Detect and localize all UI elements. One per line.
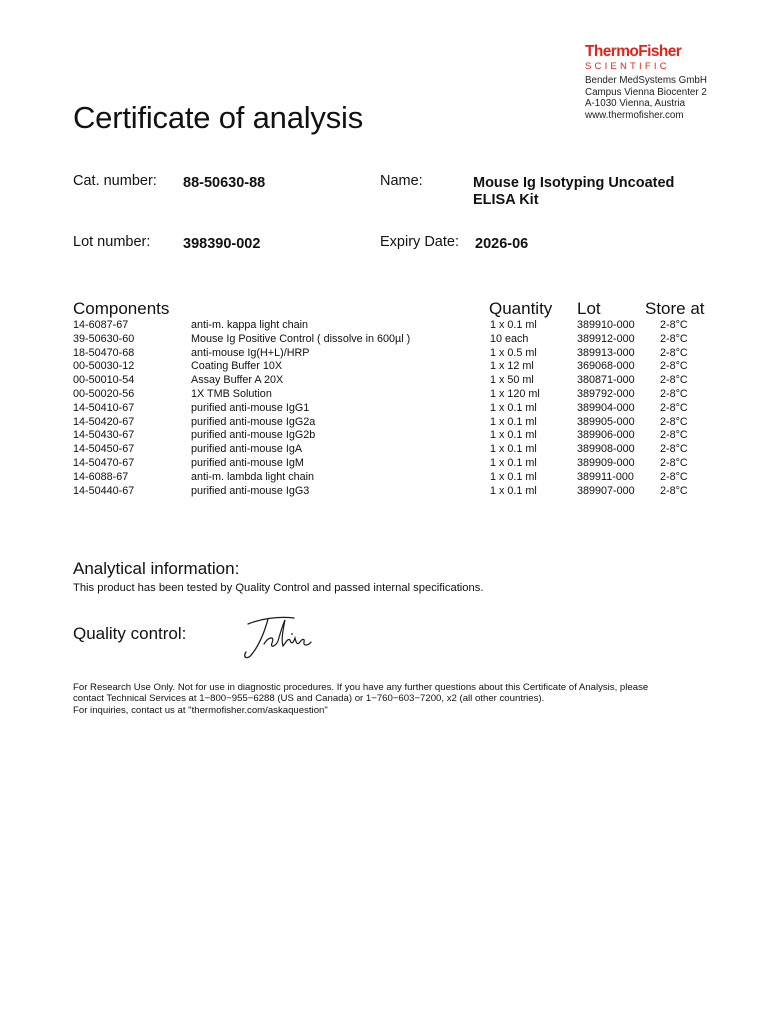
component-description: purified anti-mouse IgM: [191, 456, 304, 469]
thermofisher-logo: [585, 44, 710, 73]
lot-heading: Lot: [577, 299, 601, 318]
table-row: [73, 388, 713, 402]
signature-image: [238, 610, 320, 666]
component-lot: 389912-000: [577, 332, 635, 345]
component-cat-number: 18-50470-68: [73, 346, 135, 359]
table-row: [73, 402, 713, 416]
component-cat-number: 14-6088-67: [73, 470, 129, 483]
component-lot: 389908-000: [577, 443, 635, 456]
table-row: [73, 374, 713, 388]
component-lot: 389911-000: [577, 470, 634, 483]
component-storage: 2-8°C: [660, 387, 688, 400]
component-storage: 2-8°C: [660, 319, 688, 331]
lot-number-label: Lot number:: [73, 234, 151, 250]
component-lot: 389792-000: [577, 387, 635, 400]
component-storage: 2-8°C: [660, 374, 688, 387]
cat-number-value: 88-50630-88: [183, 175, 266, 191]
logo-wordmark: ThermoFisher: [585, 43, 682, 60]
product-name-value: Mouse Ig Isotyping Uncoated ELISA Kit: [473, 175, 675, 208]
component-quantity: 1 x 50 ml: [490, 374, 534, 387]
component-cat-number: 14-50450-67: [73, 443, 135, 456]
expiry-date-label: Expiry Date:: [380, 234, 459, 250]
component-cat-number: 14-50430-67: [73, 429, 135, 442]
company-name: Bender MedSystems GmbH: [585, 75, 707, 86]
table-row: [73, 443, 713, 457]
company-address: [585, 75, 707, 121]
component-lot: 389909-000: [577, 456, 635, 469]
company-address-line2: A-1030 Vienna, Austria: [585, 98, 686, 109]
component-storage: 2-8°C: [660, 332, 688, 345]
component-cat-number: 00-50030-12: [73, 360, 135, 373]
component-description: Mouse Ig Positive Control ( dissolve in 600µl ): [191, 332, 411, 345]
table-row: [73, 360, 713, 374]
quantity-heading: Quantity: [489, 299, 553, 318]
table-row: [73, 471, 713, 485]
component-description: anti-m. lambda light chain: [191, 470, 315, 483]
component-cat-number: 14-50440-67: [73, 484, 135, 497]
expiry-date-value: 2026-06: [475, 236, 529, 252]
table-row: [73, 319, 713, 333]
component-description: Assay Buffer A 20X: [191, 374, 284, 387]
component-quantity: 1 x 0.1 ml: [490, 484, 537, 497]
components-heading: Components: [73, 299, 170, 318]
component-description: 1X TMB Solution: [191, 387, 272, 400]
component-quantity: 1 x 0.1 ml: [490, 429, 537, 442]
component-storage: 2-8°C: [660, 443, 688, 456]
component-description: anti-mouse Ig(H+L)/HRP: [191, 346, 310, 359]
component-lot: 389904-000: [577, 401, 635, 414]
component-cat-number: 39-50630-60: [73, 332, 135, 345]
component-quantity: 10 each: [490, 332, 529, 345]
analytical-heading: Analytical information:: [73, 559, 240, 578]
table-row: [73, 429, 713, 443]
footer-line1: For Research Use Only. Not for use in diagnostic procedures. If you have any further questions about this Certificate of Analysis, please: [73, 682, 649, 693]
component-cat-number: 14-50470-67: [73, 456, 135, 469]
table-row: [73, 485, 713, 499]
component-lot: 389907-000: [577, 484, 635, 497]
component-description: Coating Buffer 10X: [191, 360, 283, 373]
components-table: [73, 319, 713, 498]
footer-line3: For inquiries, contact us at "thermofisher.com/askaquestion": [73, 704, 328, 716]
table-row: [73, 333, 713, 347]
component-quantity: 1 x 0.1 ml: [490, 319, 537, 331]
component-storage: 2-8°C: [660, 360, 688, 373]
footer-line2: contact Technical Services at 1−800−955−6288 (US and Canada) or 1−760−603−7200, x2 (all other countries).: [73, 693, 545, 705]
quality-control-heading: Quality control:: [73, 624, 187, 643]
component-quantity: 1 x 0.1 ml: [490, 456, 537, 469]
component-quantity: 1 x 0.1 ml: [490, 401, 537, 414]
component-description: purified anti-mouse IgG1: [191, 401, 310, 414]
table-row: [73, 416, 713, 430]
company-address-line1: Campus Vienna Biocenter 2: [585, 86, 707, 98]
company-website: www.thermofisher.com: [585, 109, 684, 121]
component-lot: 380871-000: [577, 374, 635, 387]
analytical-text: This product has been tested by Quality Control and passed internal specifications.: [73, 582, 484, 594]
logo-subtitle: SCIENTIFIC: [585, 61, 670, 72]
component-storage: 2-8°C: [660, 429, 688, 442]
component-cat-number: 00-50010-54: [73, 374, 135, 387]
component-lot: 389905-000: [577, 415, 635, 428]
cat-number-label: Cat. number:: [73, 173, 157, 189]
component-lot: 389906-000: [577, 429, 635, 442]
component-description: purified anti-mouse IgG2a: [191, 415, 316, 428]
component-cat-number: 00-50020-56: [73, 387, 135, 400]
component-description: purified anti-mouse IgG3: [191, 484, 310, 497]
component-storage: 2-8°C: [660, 401, 688, 414]
component-storage: 2-8°C: [660, 456, 688, 469]
component-description: purified anti-mouse IgG2b: [191, 429, 316, 442]
lot-number-value: 398390-002: [183, 236, 261, 252]
component-quantity: 1 x 0.1 ml: [490, 415, 537, 428]
footer-note: [73, 682, 648, 716]
component-lot: 389913-000: [577, 346, 635, 359]
component-lot: 369068-000: [577, 360, 635, 373]
component-quantity: 1 x 0.1 ml: [490, 443, 537, 456]
component-storage: 2-8°C: [660, 415, 688, 428]
component-quantity: 1 x 120 ml: [490, 387, 540, 400]
component-storage: 2-8°C: [660, 484, 688, 497]
component-description: purified anti-mouse IgA: [191, 443, 303, 456]
component-quantity: 1 x 0.1 ml: [490, 470, 537, 483]
component-cat-number: 14-6087-67: [73, 319, 129, 331]
component-lot: 389910-000: [577, 319, 635, 331]
component-cat-number: 14-50420-67: [73, 415, 135, 428]
name-label: Name:: [380, 173, 423, 189]
component-description: anti-m. kappa light chain: [191, 319, 309, 331]
table-row: [73, 457, 713, 471]
component-cat-number: 14-50410-67: [73, 401, 135, 414]
component-quantity: 1 x 0.5 ml: [490, 346, 537, 359]
component-storage: 2-8°C: [660, 470, 688, 483]
component-quantity: 1 x 12 ml: [490, 360, 534, 373]
page-title: Certificate of analysis: [73, 100, 364, 135]
store-at-heading: Store at: [645, 299, 705, 318]
component-storage: 2-8°C: [660, 346, 688, 359]
table-row: [73, 347, 713, 361]
